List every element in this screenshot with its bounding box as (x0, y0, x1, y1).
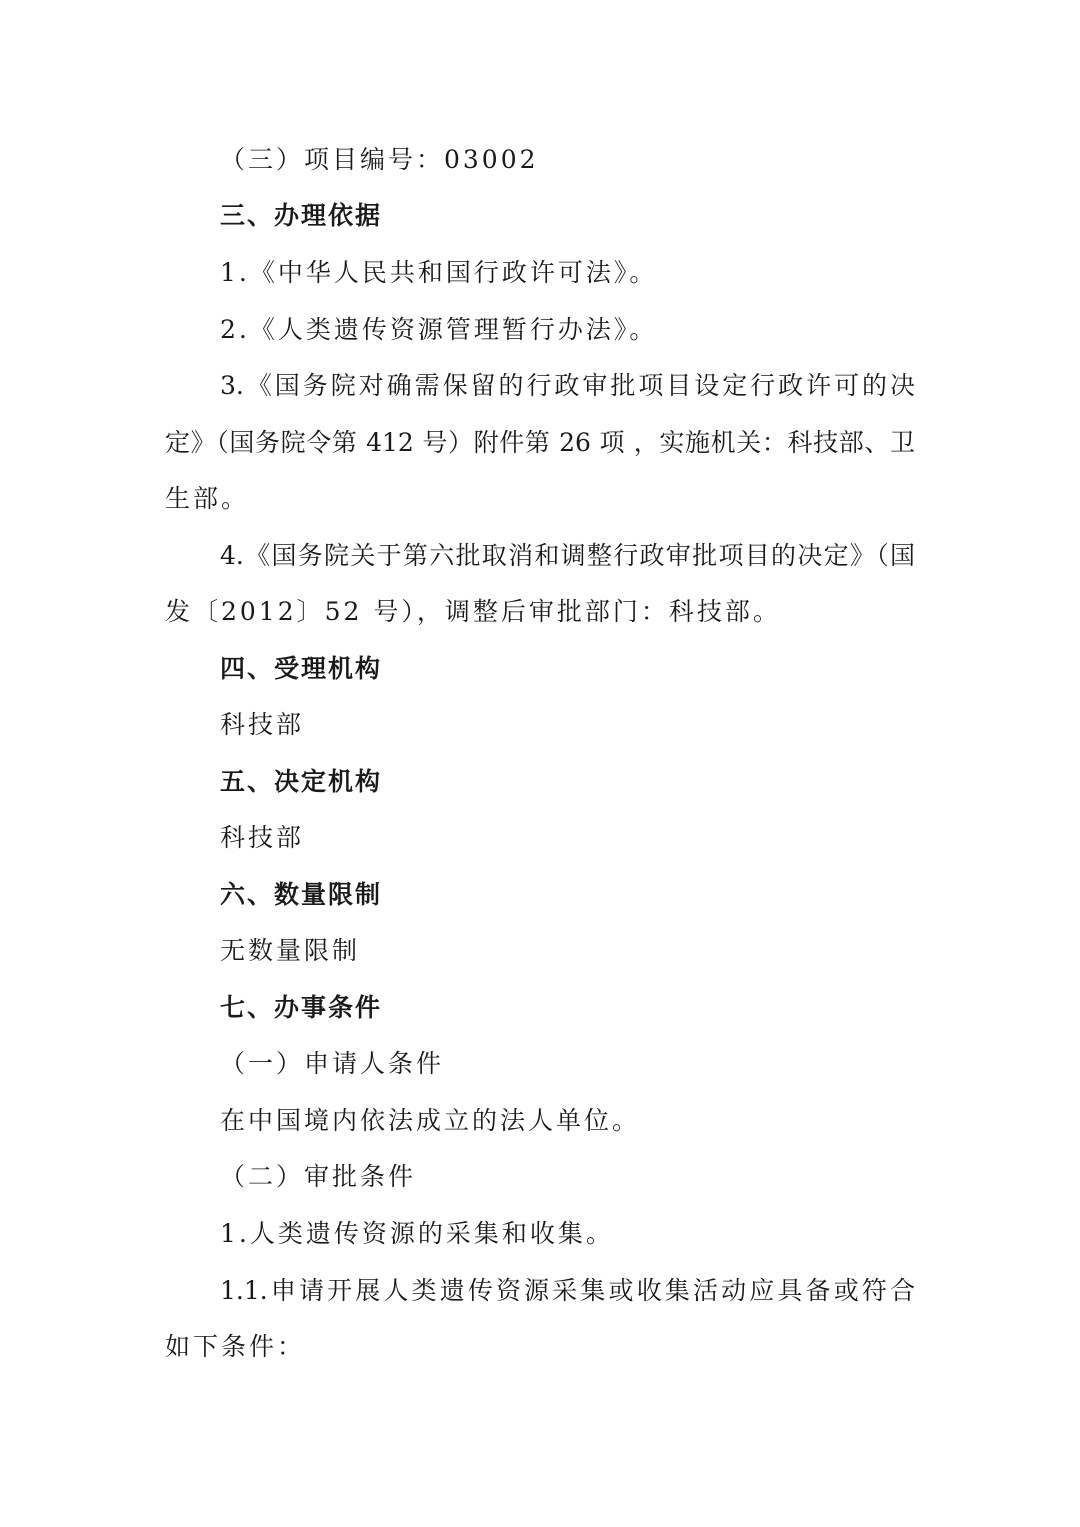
subsection-approval-conditions: （二）审批条件 (220, 1162, 417, 1191)
section-heading-deciding-agency: 五、决定机构 (220, 767, 383, 796)
applicant-conditions-body: 在中国境内依法成立的法人单位。 (220, 1106, 641, 1135)
condition-item-1-1-line-1: 1.1.申请开展人类遗传资源采集或收集活动应具备或符合 (220, 1276, 915, 1305)
section-heading-basis: 三、办理依据 (220, 201, 383, 230)
basis-item-3-line-1: 3.《国务院对确需保留的行政审批项目设定行政许可的决 (220, 371, 915, 400)
accepting-agency: 科技部 (220, 710, 305, 739)
section-heading-conditions: 七、办事条件 (220, 993, 383, 1022)
condition-item-1: 1.人类遗传资源的采集和收集。 (220, 1219, 614, 1248)
basis-item-4-line-2: 发〔2012〕52 号），调整后审批部门：科技部。 (165, 597, 781, 626)
item-number: （三）项目编号：03002 (220, 145, 539, 174)
quantity-limit: 无数量限制 (220, 936, 361, 965)
basis-item-2: 2.《人类遗传资源管理暂行办法》。 (220, 315, 658, 344)
subsection-applicant-conditions: （一）申请人条件 (220, 1049, 445, 1078)
basis-item-3-line-3: 生部。 (165, 484, 250, 513)
basis-item-1: 1.《中华人民共和国行政许可法》。 (220, 258, 658, 287)
deciding-agency: 科技部 (220, 823, 305, 852)
section-heading-quantity-limit: 六、数量限制 (220, 880, 383, 909)
condition-item-1-1-line-2: 如下条件： (165, 1332, 306, 1361)
basis-item-4-line-1: 4.《国务院关于第六批取消和调整行政审批项目的决定》（国 (220, 541, 915, 570)
basis-item-3-line-2: 定》（国务院令第 412 号）附件第 26 项 ，实施机关：科技部、卫 (165, 428, 915, 457)
section-heading-accepting-agency: 四、受理机构 (220, 654, 383, 683)
